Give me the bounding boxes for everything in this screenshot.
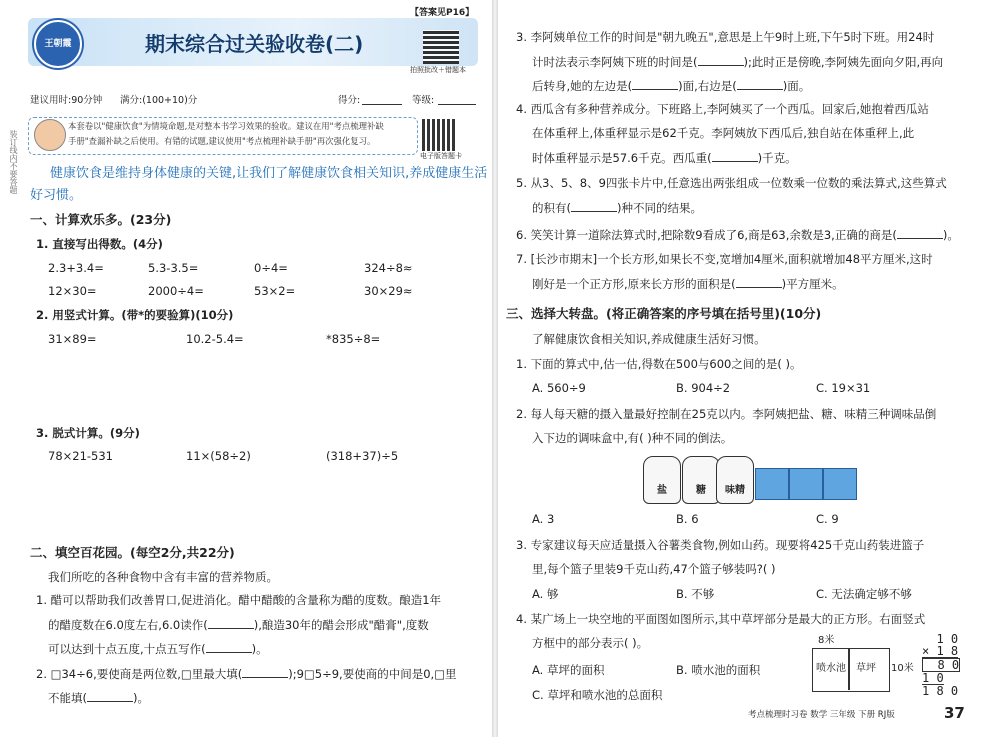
q1-row1-c: 0÷4= xyxy=(254,261,288,275)
grade-label: 等级: xyxy=(412,95,435,106)
f4-line-3: 时体重秤显示是57.6千克。西瓜重( )千克。 xyxy=(532,151,797,165)
c4-line-2: 方框中的部分表示( )。 xyxy=(532,636,649,650)
f1-line-3: 可以达到十点五度,十点五写作( )。 xyxy=(48,642,268,656)
f6-blank[interactable] xyxy=(897,227,943,239)
q1-row2-d: 30×29≈ xyxy=(364,284,413,298)
q3-item-a: 78×21-531 xyxy=(48,449,114,463)
salt-jar: 盐 xyxy=(643,456,681,504)
f1-line-2: 的醋度数在6.0度左右,6.0读作( ),酿造30年的醋会形成"醋膏",度数 xyxy=(48,618,429,632)
q1-row2-c: 53×2= xyxy=(254,284,296,298)
f3-line-3: 后转身,她的左边是( )面,右边是( )面。 xyxy=(532,79,811,93)
f2-line-1: 2. □34÷6,要使商是两位数,□里最大填( );9□5÷9,要使商的中间是0,□里 xyxy=(36,667,457,681)
c4-option-b[interactable]: B. 喷水池的面积 xyxy=(676,663,761,677)
f4-line-1: 4. 西瓜含有多种营养成分。下班路上,李阿姨买了一个西瓜。回家后,她抱着西瓜站 xyxy=(516,102,929,116)
vertical-calc-line-2: × 1 8 xyxy=(922,644,959,658)
q1-row2-b: 2000÷4= xyxy=(148,284,204,298)
f2-line-2: 不能填( )。 xyxy=(48,691,149,705)
q1-row2-a: 12×30= xyxy=(48,284,97,298)
c4-option-c[interactable]: C. 草坪和喷水池的总面积 xyxy=(532,688,663,702)
q2-item-b: 10.2-5.4= xyxy=(186,332,244,346)
f6-line: 6. 笑笑计算一道除法算式时,把除数9看成了6,商是63,余数是3,正确的商是( )。 xyxy=(516,228,959,242)
grade-blank[interactable] xyxy=(438,104,476,105)
lawn-label: 草坪 xyxy=(856,663,876,674)
qr-caption: 拍照批改＋错题本 xyxy=(410,66,466,74)
qr-code-icon[interactable] xyxy=(423,30,459,64)
f3-blank-a[interactable] xyxy=(698,54,744,66)
q2-title: 2. 用竖式计算。(带*的要验算)(10分) xyxy=(36,308,234,322)
c4-line-1: 4. 某广场上一块空地的平面图如图所示,其中草坪部分是最大的正方形。右面竖式 xyxy=(516,612,926,626)
fountain-label: 喷水池 xyxy=(816,663,846,674)
q3-title: 3. 脱式计算。(9分) xyxy=(36,426,140,440)
box-compartment-3 xyxy=(823,468,857,500)
footer-text: 考点梳理时习卷 数学 三年级 下册 RJ版 xyxy=(748,710,895,720)
q2-item-c: *835÷8= xyxy=(326,332,381,346)
q2-item-a: 31×89= xyxy=(48,332,97,346)
figure-side-dimension: 10米 xyxy=(891,663,914,674)
c1-option-a[interactable]: A. 560÷9 xyxy=(532,381,586,395)
section-2-heading: 二、填空百花园。(每空2分,共22分) xyxy=(30,545,235,560)
f2-blank-b[interactable] xyxy=(87,690,133,702)
f4-blank[interactable] xyxy=(712,150,758,162)
full-score: 满分:(100+10)分 xyxy=(120,95,198,106)
c3-option-a[interactable]: A. 够 xyxy=(532,587,559,601)
f7-line-2: 刚好是一个正方形,原来长方形的面积是( )平方厘米。 xyxy=(532,277,844,291)
q3-item-c: (318+37)÷5 xyxy=(326,449,399,463)
suggested-time: 建议用时:90分钟 xyxy=(30,95,103,106)
c4-option-a[interactable]: A. 草坪的面积 xyxy=(532,663,605,677)
f3-blank-b[interactable] xyxy=(632,78,678,90)
note-line-2: 手册"查漏补缺之后使用。有错的试题,建议使用"考点梳理补缺手册"再次强化复习。 xyxy=(68,136,376,146)
c2-line-1: 2. 每人每天糖的摄入量最好控制在25克以内。李阿姨把盐、糖、味精三种调味品倒 xyxy=(516,407,937,421)
page-title: 期末综合过关验收卷(二) xyxy=(145,32,364,56)
c3-option-c[interactable]: C. 无法确定够不够 xyxy=(816,587,912,601)
teacher-avatar xyxy=(34,119,66,151)
f5-line-2: 的积有( )种不同的结果。 xyxy=(532,201,702,215)
q1-row1-a: 2.3+3.4= xyxy=(48,261,104,275)
answer-sheet-caption: 电子版答题卡 xyxy=(420,152,462,160)
c2-option-b[interactable]: B. 6 xyxy=(676,512,699,526)
left-page xyxy=(0,0,492,737)
vertical-calc-boxed: 8 0 xyxy=(923,658,960,672)
intro-line-1: 健康饮食是维持身体健康的关键,让我们了解健康饮食相关知识,养成健康生活 xyxy=(50,166,488,181)
figure-top-dimension: 8米 xyxy=(818,635,835,646)
box-compartment-2 xyxy=(789,468,823,500)
c1-option-b[interactable]: B. 904÷2 xyxy=(676,381,731,395)
publisher-logo: 王朝霞 xyxy=(34,20,82,68)
section-2-intro: 我们所吃的各种食物中含有丰富的营养物质。 xyxy=(48,570,278,584)
c3-line-1: 3. 专家建议每天应适量摄入谷薯类食物,例如山药。现要将425千克山药装进篮子 xyxy=(516,538,925,552)
vertical-calc-line-4: 1 0 xyxy=(922,671,944,685)
q1-title: 1. 直接写出得数。(4分) xyxy=(36,237,163,251)
c3-line-2: 里,每个篮子里装9千克山药,47个篮子够装吗?( ) xyxy=(532,562,776,576)
q3-item-b: 11×(58÷2) xyxy=(186,449,251,463)
plan-divider xyxy=(848,648,850,690)
vertical-calc-result: 1 8 0 xyxy=(922,684,959,698)
f1-blank-a[interactable] xyxy=(208,617,254,629)
c2-option-a[interactable]: A. 3 xyxy=(532,512,555,526)
section-3-intro: 了解健康饮食相关知识,养成健康生活好习惯。 xyxy=(532,332,766,346)
f7-blank[interactable] xyxy=(736,276,782,288)
answer-sheet-qr-icon[interactable] xyxy=(422,119,456,151)
c1-question: 1. 下面的算式中,估一估,得数在500与600之间的是( )。 xyxy=(516,357,802,371)
score-blank[interactable] xyxy=(362,104,402,105)
score-label: 得分: xyxy=(338,95,361,106)
page-number: 37 xyxy=(944,704,965,722)
sugar-jar: 糖 xyxy=(682,456,720,504)
f5-blank[interactable] xyxy=(571,200,617,212)
c3-option-b[interactable]: B. 不够 xyxy=(676,587,715,601)
f3-line-2: 计时法表示李阿姨下班的时间是( );此时正是傍晚,李阿姨先面向夕阳,再向 xyxy=(532,55,944,69)
c2-line-2: 入下边的调味盒中,有( )种不同的倒法。 xyxy=(532,431,733,445)
section-1-heading: 一、计算欢乐多。(23分) xyxy=(30,212,172,227)
f2-blank-a[interactable] xyxy=(242,666,288,678)
answer-reference: 【答案见P16】 xyxy=(410,8,475,18)
intro-line-2: 好习惯。 xyxy=(30,188,83,203)
q1-row1-d: 324÷8≈ xyxy=(364,261,413,275)
q1-row1-b: 5.3-3.5= xyxy=(148,261,199,275)
c1-option-c[interactable]: C. 19×31 xyxy=(816,381,871,395)
msg-jar: 味精 xyxy=(716,456,754,504)
f4-line-2: 在体重秤上,体重秤显示是62千克。李阿姨放下西瓜后,独自站在体重秤上,此 xyxy=(532,126,915,140)
box-compartment-1 xyxy=(755,468,789,500)
f3-blank-c[interactable] xyxy=(737,78,783,90)
f1-blank-b[interactable] xyxy=(206,641,252,653)
note-line-1: 本套卷以"健康饮食"为情境命题,是对整本书学习效果的验收。建议在用"考点梳理补缺 xyxy=(68,121,384,131)
f3-line-1: 3. 李阿姨单位工作的时间是"朝九晚五",意思是上午9时上班,下午5时下班。用24时 xyxy=(516,30,935,44)
section-3-heading: 三、选择大转盘。(将正确答案的序号填在括号里)(10分) xyxy=(506,306,822,321)
f1-line-1: 1. 醋可以帮助我们改善胃口,促进消化。醋中醋酸的含量称为醋的度数。酿造1年 xyxy=(36,593,442,607)
binding-line-stamp: 装订线内不要答题 xyxy=(9,130,18,194)
seasoning-box xyxy=(755,460,859,500)
c2-option-c[interactable]: C. 9 xyxy=(816,512,839,526)
vertical-calc-line-1: 1 0 xyxy=(922,632,959,646)
f7-line-1: 7. [长沙市期末]一个长方形,如果长不变,宽增加4厘米,面积就增加48平方厘米,这时 xyxy=(516,252,933,266)
f5-line-1: 5. 从3、5、8、9四张卡片中,任意选出两张组成一位数乘一位数的乘法算式,这些算式 xyxy=(516,176,947,190)
